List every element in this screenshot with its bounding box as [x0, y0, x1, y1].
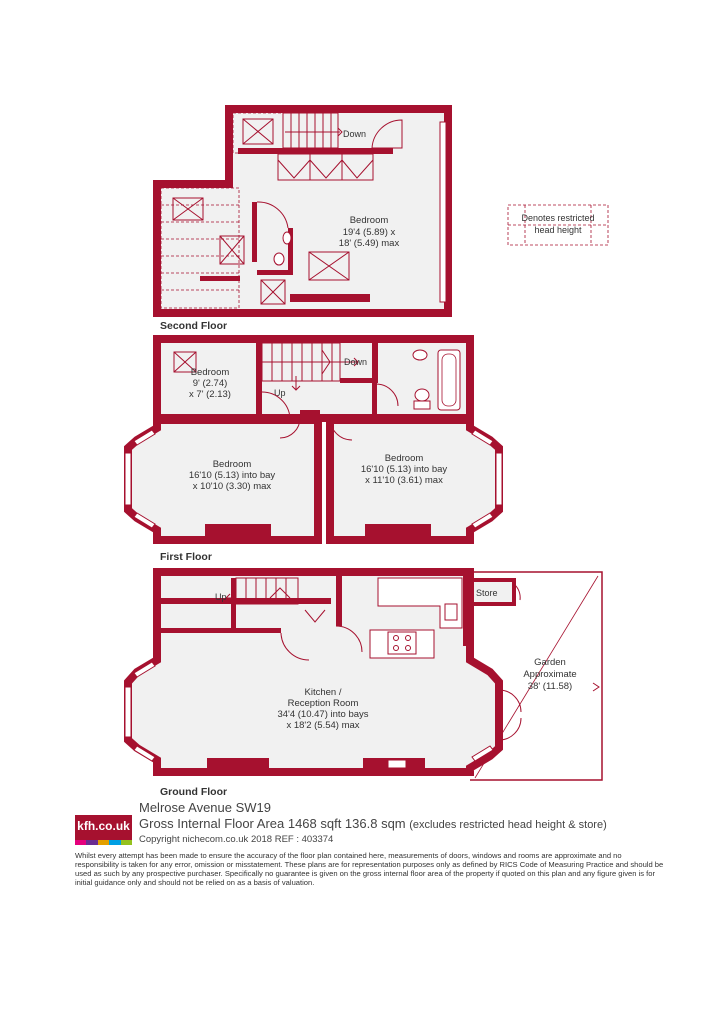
bedroom-dimensions: 19'4 (5.89) x	[342, 227, 396, 238]
chimney-breast	[207, 758, 269, 770]
disclaimer: Whilst every attempt has been made to ensure the accuracy of the floor plan contained here, measurements of doors, windows and rooms are approximate and no responsibility is taken for any error, omission or misstatement. These plans are for representation purposes only as defined by RICS Code of Measuring Practice and should be used as such by any prospective purchaser. Specifically no guarantee is given on the gross internal floor area of the property if quoted on this plan and any figure given is for initial guidance only and should not be relied on as a basis of valuation.	[75, 851, 664, 887]
legend-text: head height	[534, 225, 582, 235]
bath-icon	[438, 350, 460, 410]
second-floor	[157, 109, 448, 332]
property-address: Melrose Avenue SW19	[139, 800, 271, 815]
bedroom-dimensions: x 10'10 (3.30) max	[192, 481, 272, 492]
bedroom-name: Bedroom	[212, 459, 252, 470]
inner-wall	[300, 410, 320, 416]
inner-wall	[290, 294, 370, 302]
bedroom-dimensions: 9' (2.74)	[192, 378, 228, 389]
bedroom-dimensions: 16'10 (5.13) into bay	[360, 464, 448, 475]
bedroom-name: Bedroom	[349, 215, 389, 226]
floor-label: First Floor	[160, 551, 212, 563]
chimney-breast	[205, 524, 271, 538]
stairs-up-label: Up	[274, 388, 286, 398]
inner-wall	[200, 276, 240, 281]
stairs-up-label: Up	[215, 592, 227, 602]
inner-wall	[463, 576, 468, 646]
bedroom-name: Bedroom	[190, 367, 230, 378]
legend-text: Denotes restricted	[521, 213, 595, 223]
store-label: Store	[476, 588, 498, 598]
inner-wall	[161, 628, 281, 633]
garden-name: Garden	[534, 657, 566, 668]
inner-wall	[257, 270, 293, 275]
inner-wall	[256, 343, 262, 418]
logo-text: kfh.co.uk	[77, 819, 130, 833]
stairs-down-label: Down	[343, 129, 367, 139]
inner-wall	[340, 378, 378, 383]
inner-wall	[238, 148, 393, 154]
garden-dimensions: 38' (11.58)	[527, 681, 573, 692]
basin-icon	[283, 232, 291, 244]
kitchen-name: Kitchen /	[304, 687, 342, 698]
inner-wall	[336, 576, 342, 626]
kitchen-dimensions: x 18'2 (5.54) max	[286, 720, 360, 731]
inner-wall	[231, 578, 236, 628]
bedroom-dimensions: 16'10 (5.13) into bay	[188, 470, 276, 481]
floor-label: Second Floor	[160, 320, 228, 332]
chimney-breast	[365, 524, 431, 538]
floor-label: Ground Floor	[160, 786, 228, 798]
kitchen-name: Reception Room	[287, 698, 359, 709]
bedroom-dimensions: x 7' (2.13)	[189, 389, 231, 400]
floor-area-value: Gross Internal Floor Area 1468 sqft 136.8 sqm	[139, 816, 406, 831]
bedroom-dimensions: 18' (5.49) max	[338, 238, 400, 249]
bedroom-dimensions: x 11'10 (3.61) max	[365, 475, 443, 486]
bedroom-name: Bedroom	[384, 453, 424, 464]
stairs-down-label: Down	[344, 357, 368, 367]
toilet-icon	[415, 389, 429, 401]
garden-dimensions: Approximate	[523, 669, 577, 680]
first-floor	[125, 339, 502, 563]
floor-area-note: (excludes restricted head height & store)	[409, 819, 607, 831]
ground-floor	[125, 572, 602, 798]
kitchen-dimensions: 34'4 (10.47) into bays	[277, 709, 369, 720]
inner-wall	[252, 202, 257, 262]
second-floor-walls	[157, 109, 448, 313]
toilet-icon	[274, 253, 284, 265]
basin-icon	[413, 350, 427, 360]
copyright: Copyright nichecom.co.uk 2018 REF : 403374	[139, 834, 334, 845]
inner-wall	[372, 343, 378, 383]
window	[440, 122, 446, 302]
inner-wall	[372, 383, 377, 418]
legend	[508, 205, 608, 245]
